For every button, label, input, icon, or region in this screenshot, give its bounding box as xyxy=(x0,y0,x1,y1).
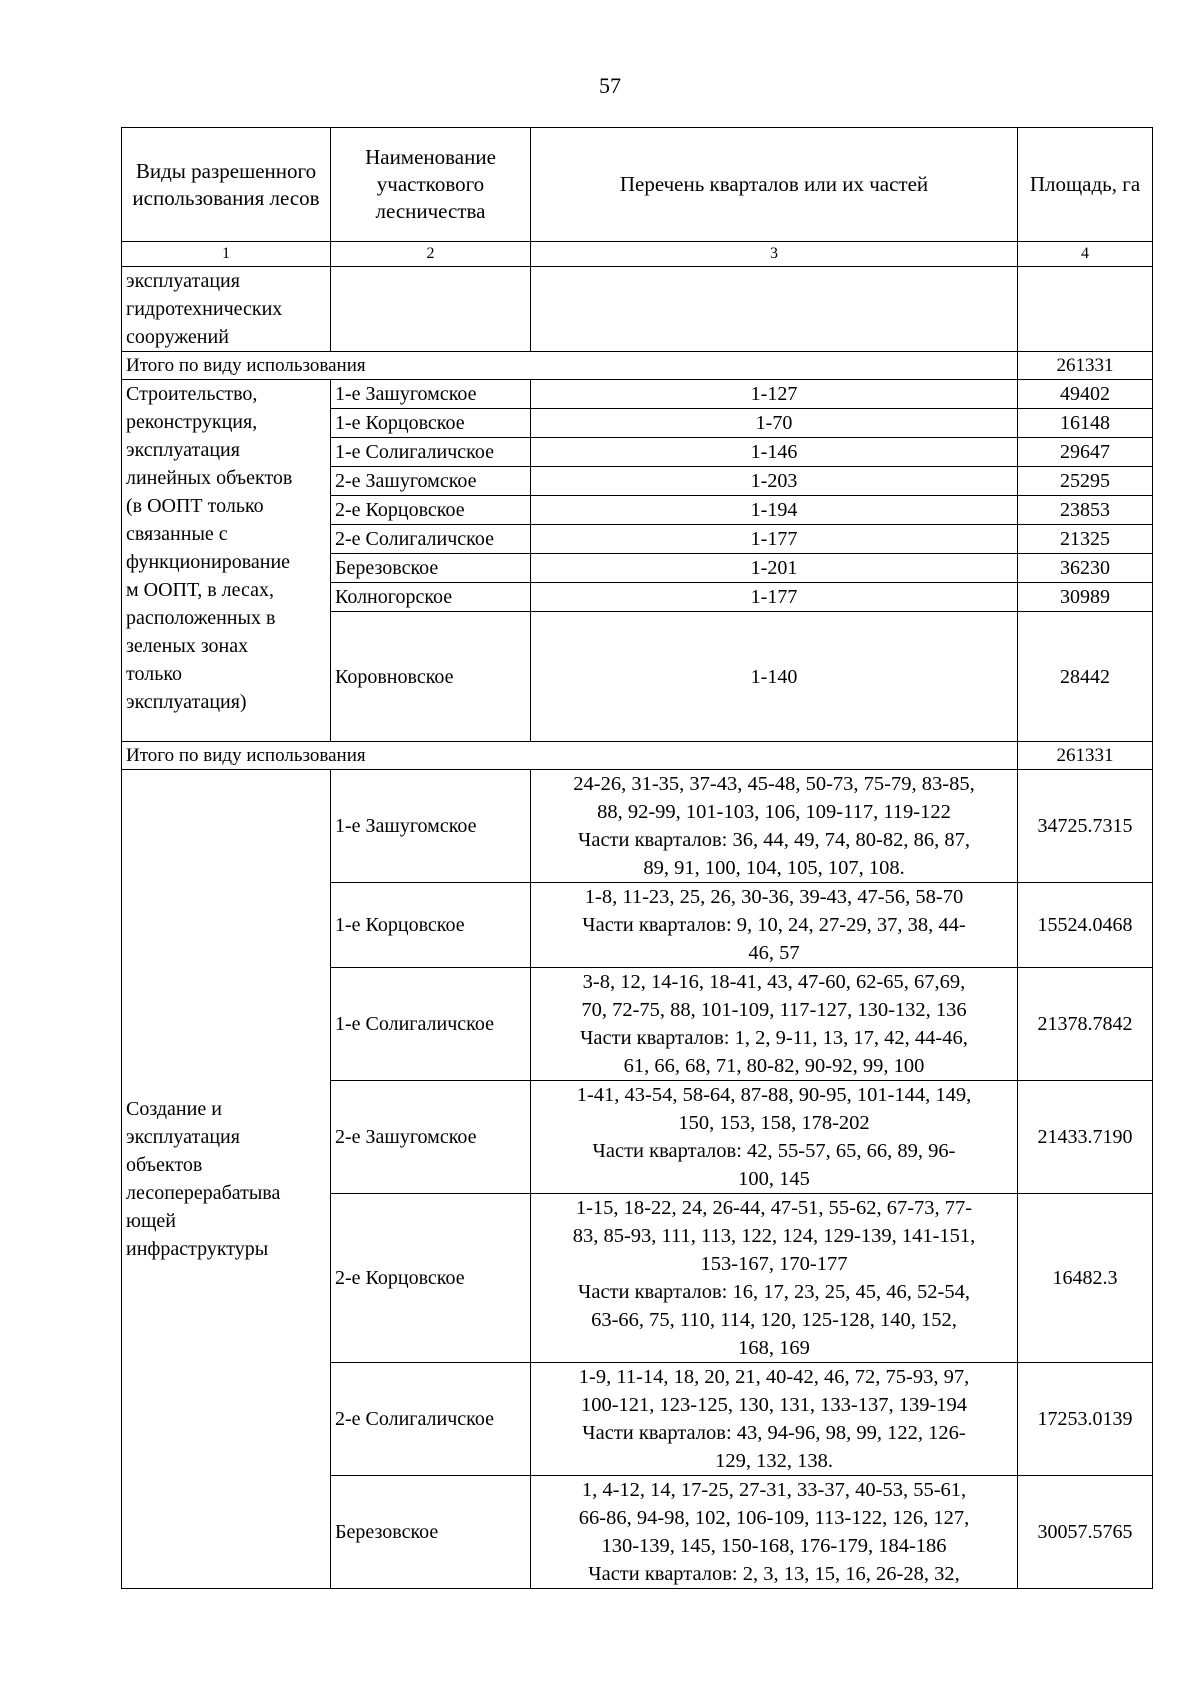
quarters-line: 1, 4-12, 14, 17-25, 27-31, 33-37, 40-53, 55-61, xyxy=(581,1479,967,1501)
forestry-cell: 1-е Солигаличское xyxy=(331,438,531,467)
quarters-line: 63-66, 75, 110, 114, 120, 125-128, 140, 152, xyxy=(591,1309,957,1331)
forestry-cell: 1-е Корцовское xyxy=(331,883,531,968)
forestry-cell xyxy=(331,267,531,352)
quarters-cell xyxy=(531,1081,1018,1194)
quarters-line: 88, 92-99, 101-103, 106, 109-117, 119-122 xyxy=(597,801,951,823)
quarters-line: Части кварталов: 42, 55-57, 65, 66, 89, 96- xyxy=(592,1140,956,1162)
header-forestry-name: Наименование участкового лесничества xyxy=(331,128,531,242)
quarters-line: 66-86, 94-98, 102, 106-109, 113-122, 126, 127, xyxy=(578,1507,970,1529)
quarters-line: 61, 66, 68, 71, 80-82, 90-92, 99, 100 xyxy=(623,1055,925,1077)
area-cell: 49402 xyxy=(1018,380,1153,409)
quarters-line: Части кварталов: 16, 17, 23, 25, 45, 46, 52-54, xyxy=(578,1281,970,1303)
forestry-cell: Березовское xyxy=(331,1476,531,1589)
use-type-line: связанные с xyxy=(126,523,228,545)
use-type-line: Строительство, xyxy=(126,383,258,405)
use-type-line: линейных объектов xyxy=(126,467,293,489)
use-type-line: эксплуатация xyxy=(126,439,240,461)
quarters-cell: 1-70 xyxy=(531,409,1018,438)
use-type-line: эксплуатация xyxy=(126,270,240,292)
area-cell: 36230 xyxy=(1018,554,1153,583)
area-cell: 16482.3 xyxy=(1018,1194,1153,1363)
forestry-cell: Березовское xyxy=(331,554,531,583)
quarters-cell: 1-194 xyxy=(531,496,1018,525)
column-number: 4 xyxy=(1018,242,1153,267)
forestry-cell: 2-е Зашугомское xyxy=(331,467,531,496)
table-row xyxy=(122,267,1153,352)
quarters-line: 24-26, 31-35, 37-43, 45-48, 50-73, 75-79, 83-85, xyxy=(573,773,975,795)
column-number: 3 xyxy=(531,242,1018,267)
total-label: Итого по виду использования xyxy=(122,742,1018,770)
area-cell: 16148 xyxy=(1018,409,1153,438)
header-area: Площадь, га xyxy=(1018,128,1153,242)
quarters-cell: 1-140 xyxy=(531,612,1018,742)
quarters-line: 1-15, 18-22, 24, 26-44, 47-51, 55-62, 67-73, 77- xyxy=(575,1197,973,1219)
page-number: 57 xyxy=(599,73,621,98)
use-type-line: расположенных в xyxy=(126,607,276,629)
use-type-line: эксплуатация) xyxy=(126,691,247,713)
area-cell: 28442 xyxy=(1018,612,1153,742)
table-header-row xyxy=(122,128,1153,242)
quarters-line: 100-121, 123-125, 130, 131, 133-137, 139-194 xyxy=(580,1394,968,1416)
quarters-line: 46, 57 xyxy=(748,942,800,964)
forestry-cell: Колногорское xyxy=(331,583,531,612)
forestry-cell: 1-е Корцовское xyxy=(331,409,531,438)
use-type-line: м ООПТ, в лесах, xyxy=(126,579,274,601)
forestry-cell: 2-е Корцовское xyxy=(331,1194,531,1363)
table-row xyxy=(122,380,1153,409)
area-cell: 21378.7842 xyxy=(1018,968,1153,1081)
quarters-cell: 1-127 xyxy=(531,380,1018,409)
quarters-line: Части кварталов: 9, 10, 24, 27-29, 37, 38, 44- xyxy=(582,914,966,936)
quarters-line: 1-8, 11-23, 25, 26, 30-36, 39-43, 47-56, 58-70 xyxy=(584,886,964,908)
column-number: 1 xyxy=(122,242,331,267)
area-cell: 23853 xyxy=(1018,496,1153,525)
use-type-line: гидротехнических xyxy=(126,298,283,320)
use-type-fragment: функционировани xyxy=(126,551,282,573)
quarters-cell: 1-177 xyxy=(531,525,1018,554)
total-label: Итого по виду использования xyxy=(122,352,1018,380)
area-cell: 15524.0468 xyxy=(1018,883,1153,968)
quarters-cell xyxy=(531,770,1018,883)
quarters-line: 100, 145 xyxy=(738,1168,810,1190)
area-cell: 17253.0139 xyxy=(1018,1363,1153,1476)
quarters-line: 83, 85-93, 111, 113, 122, 124, 129-139, 141-151, xyxy=(572,1225,976,1247)
total-row xyxy=(122,742,1153,770)
total-value: 261331 xyxy=(1018,742,1153,770)
total-value: 261331 xyxy=(1018,352,1153,380)
quarters-line: 129, 132, 138. xyxy=(715,1450,833,1472)
use-type-line: эксплуатация xyxy=(126,1126,240,1148)
table-row xyxy=(122,770,1153,883)
area-cell: 21433.7190 xyxy=(1018,1081,1153,1194)
quarters-cell xyxy=(531,1363,1018,1476)
quarters-cell xyxy=(531,1194,1018,1363)
quarters-line: Части кварталов: 2, 3, 13, 15, 16, 26-28, 32, xyxy=(588,1563,960,1585)
use-type-line: зеленых зонах xyxy=(126,635,249,657)
quarters-line: 153-167, 170-177 xyxy=(700,1253,848,1275)
quarters-line: Части кварталов: 43, 94-96, 98, 99, 122, 126- xyxy=(582,1422,966,1444)
total-row xyxy=(122,352,1153,380)
use-type-line: реконструкция, xyxy=(126,411,258,433)
use-type-line: ющей xyxy=(126,1210,176,1232)
area-cell: 21325 xyxy=(1018,525,1153,554)
quarters-cell xyxy=(531,883,1018,968)
forestry-cell: 2-е Зашугомское xyxy=(331,1081,531,1194)
quarters-line: 89, 91, 100, 104, 105, 107, 108. xyxy=(643,857,905,879)
use-type-line: Создание и xyxy=(126,1098,222,1120)
quarters-cell: 1-201 xyxy=(531,554,1018,583)
use-type-line: сооружений xyxy=(126,326,229,348)
area-cell xyxy=(1018,267,1153,352)
use-type-line: лесоперерабатыва xyxy=(126,1182,281,1204)
forest-use-table xyxy=(121,127,1153,1589)
column-number: 2 xyxy=(331,242,531,267)
quarters-line: Части кварталов: 1, 2, 9-11, 13, 17, 42, 44-46, xyxy=(580,1027,968,1049)
use-type-line: инфраструктуры xyxy=(126,1238,269,1260)
forestry-cell: 1-е Зашугомское xyxy=(331,380,531,409)
forestry-cell: 2-е Корцовское xyxy=(331,496,531,525)
forestry-cell: 1-е Зашугомское xyxy=(331,770,531,883)
forestry-cell: Коровновское xyxy=(331,612,531,742)
use-type-line xyxy=(126,548,326,576)
quarters-cell xyxy=(531,968,1018,1081)
header-quarters-list: Перечень кварталов или их частей xyxy=(531,128,1018,242)
use-type-line: только xyxy=(126,663,183,685)
use-type-cell xyxy=(122,770,331,1589)
use-type-fragment: е xyxy=(281,551,291,573)
quarters-line: 150, 153, 158, 178-202 xyxy=(678,1112,870,1134)
use-type-cell xyxy=(122,267,331,352)
column-numbers-row xyxy=(122,242,1153,267)
quarters-line: 1-41, 43-54, 58-64, 87-88, 90-95, 101-144, 149, xyxy=(576,1084,972,1106)
quarters-line: 168, 169 xyxy=(738,1337,810,1359)
forestry-cell: 1-е Солигаличское xyxy=(331,968,531,1081)
area-cell: 30989 xyxy=(1018,583,1153,612)
forestry-cell: 2-е Солигаличское xyxy=(331,1363,531,1476)
quarters-line: 130-139, 145, 150-168, 176-179, 184-186 xyxy=(601,1535,947,1557)
use-type-line: объектов xyxy=(126,1154,203,1176)
area-cell: 34725.7315 xyxy=(1018,770,1153,883)
area-cell: 25295 xyxy=(1018,467,1153,496)
use-type-line: (в ООПТ только xyxy=(126,495,264,517)
header-use-type: Виды разрешенного использования лесов xyxy=(122,128,331,242)
quarters-cell: 1-203 xyxy=(531,467,1018,496)
quarters-cell: 1-177 xyxy=(531,583,1018,612)
quarters-cell: 1-146 xyxy=(531,438,1018,467)
quarters-line: 70, 72-75, 88, 101-109, 117-127, 130-132, 136 xyxy=(581,999,967,1021)
quarters-line: Части кварталов: 36, 44, 49, 74, 80-82, 86, 87, xyxy=(578,829,970,851)
area-cell: 30057.5765 xyxy=(1018,1476,1153,1589)
use-type-cell xyxy=(122,380,331,742)
quarters-line: 3-8, 12, 14-16, 18-41, 43, 47-60, 62-65, 67,69, xyxy=(582,971,966,993)
quarters-line: 1-9, 11-14, 18, 20, 21, 40-42, 46, 72, 75-93, 97, xyxy=(578,1366,970,1388)
quarters-cell xyxy=(531,267,1018,352)
quarters-cell xyxy=(531,1476,1018,1589)
area-cell: 29647 xyxy=(1018,438,1153,467)
forestry-cell: 2-е Солигаличское xyxy=(331,525,531,554)
